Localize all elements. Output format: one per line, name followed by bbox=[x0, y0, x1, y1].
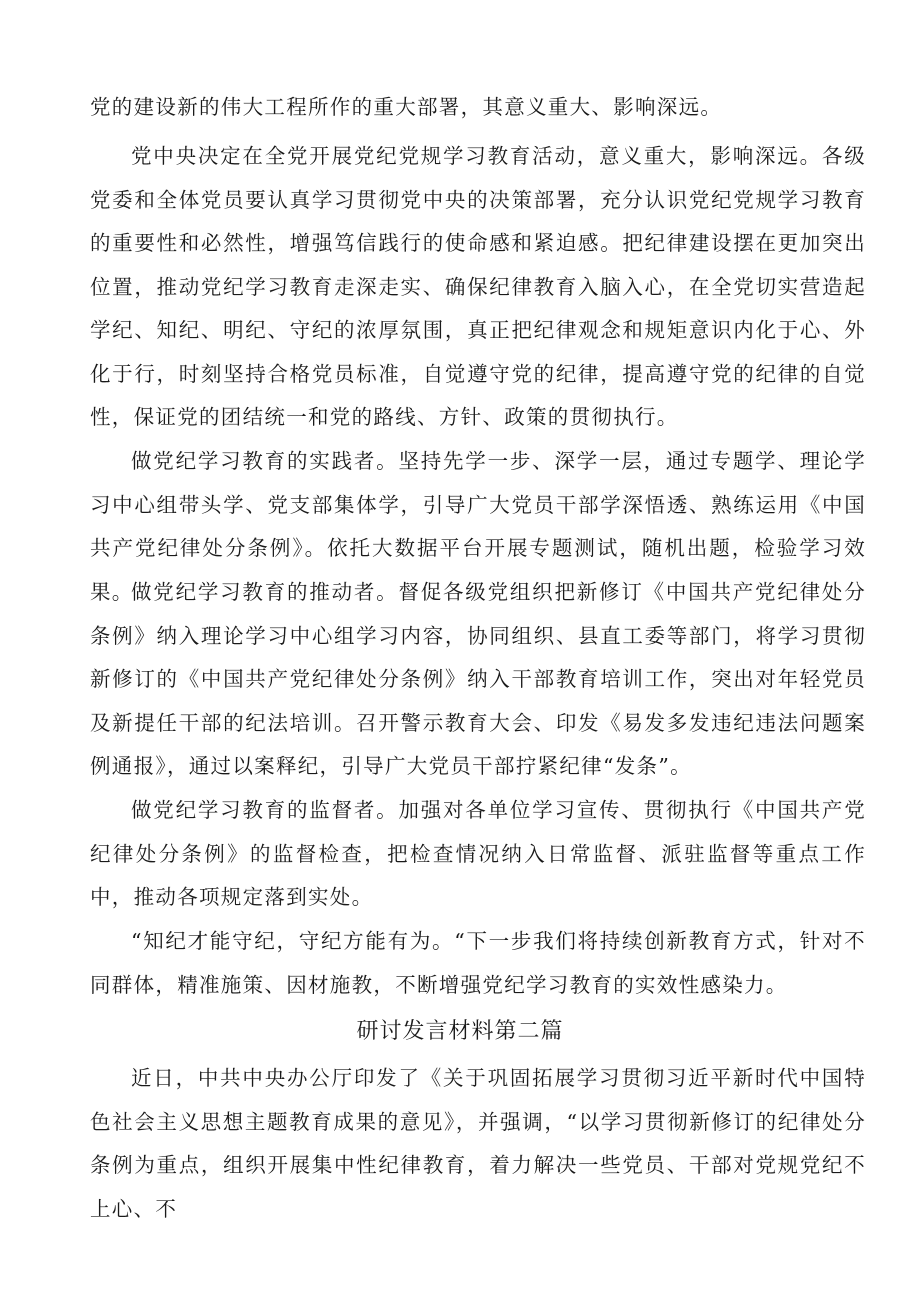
paragraph-supervisor: 做党纪学习教育的监督者。加强对各单位学习宣传、贯彻执行《中国共产党纪律处分条例》的监督检查，把检查情况纳入日常监督、派驻监督等重点工作中，推动各项规定落到实处。 bbox=[90, 798, 866, 909]
paragraph-practitioner: 做党纪学习教育的实践者。坚持先学一步、深学一层，通过专题学、理论学习中心组带头学、党支部集体学，引导广大党员干部学深悟透、熟练运用《中国共产党纪律处分条例》。依托大数据平台开展专题测试，随机出题，检验学习效果。 bbox=[90, 449, 866, 604]
paragraph-continuation: 党的建设新的伟大工程所作的重大部署，其意义重大、影响深远。 bbox=[90, 95, 723, 119]
section-heading: 研讨发言材料第二篇 bbox=[356, 1019, 564, 1044]
paragraph-quote: “知纪才能守纪，守纪方能有为。“下一步我们将持续创新教育方式，针对不同群体，精准施策、因材施教，不断增强党纪学习教育的实效性感染力。 bbox=[90, 929, 866, 997]
paragraph-promoter: 做党纪学习教育的推动者。督促各级党组织把新修订《中国共产党纪律处分条例》纳入理论学习中心组学习内容，协同组织、县直工委等部门，将学习贯彻新修订的《中国共产党纪律处分条例》纳入干部教育培训工作，突出对年轻党员及新提任干部的纪法培训。召开警示教育大会、印发《易发多发违纪违法问题案例通报》，通过以案释纪，引导广大党员干部拧紧纪律“发条”。 bbox=[90, 580, 866, 778]
paragraph-second-article-intro: 近日，中共中央办公厅印发了《关于巩固拓展学习贯彻习近平新时代中国特色社会主义思想主题教育成果的意见》，并强调，“以学习贯彻新修订的纪律处分条例为重点，组织开展集中性纪律教育，着力解决一些党员、干部对党规党纪不上心、不 bbox=[90, 1066, 866, 1221]
paragraph-party-discipline-education: 党中央决定在全党开展党纪党规学习教育活动，意义重大，影响深远。各级党委和全体党员要认真学习贯彻党中央的决策部署，充分认识党纪党规学习教育的重要性和必然性，增强笃信践行的使命感和紧迫感。把纪律建设摆在更加突出位置，推动党纪学习教育走深走实、确保纪律教育入脑入心，在全党切实营造起学纪、知纪、明纪、守纪的浓厚氛围，真正把纪律观念和规矩意识内化于心、外化于行，时刻坚持合格党员标准，自觉遵守党的纪律，提高遵守党的纪律的自觉性，保证党的团结统一和党的路线、方针、政策的贯彻执行。 bbox=[90, 144, 866, 429]
